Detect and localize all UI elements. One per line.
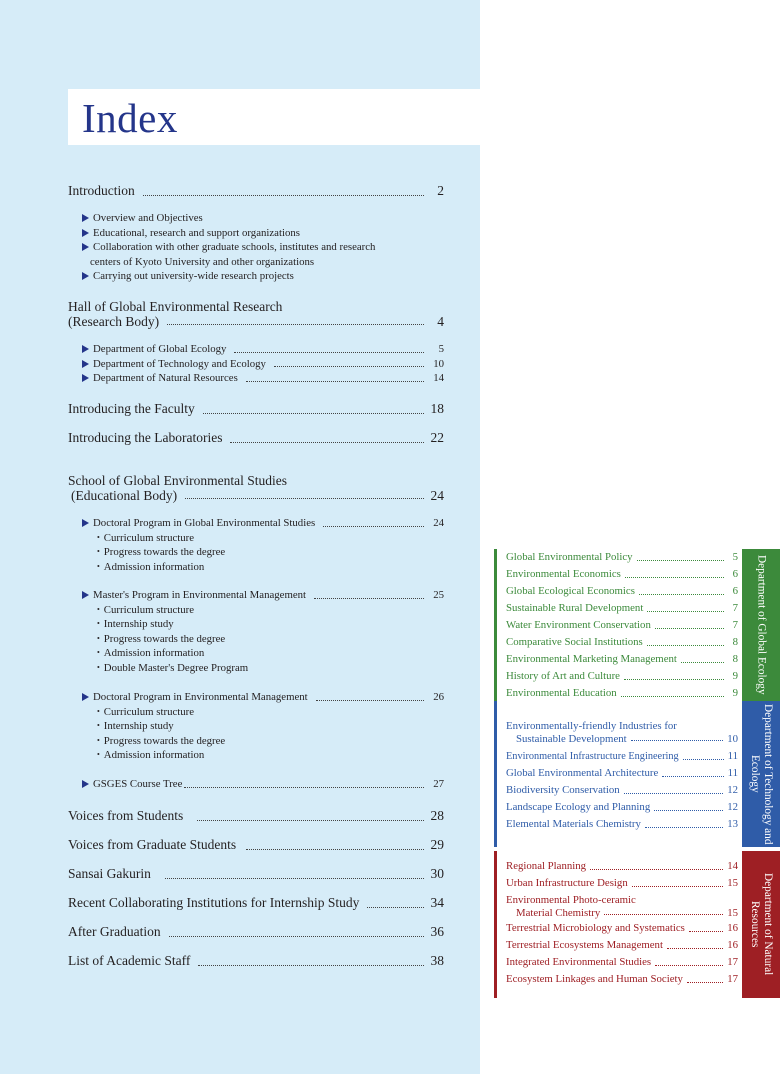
leader-dots	[687, 981, 723, 983]
arrow-icon	[82, 229, 89, 237]
toc-course-tree: GSGES Course Tree 27	[68, 777, 444, 792]
list-item: Water Environment Conservation 7	[506, 619, 738, 631]
sub-item: Department of Natural Resources 14	[68, 371, 444, 386]
toc-hall	[68, 299, 444, 329]
leader-dots	[169, 935, 424, 937]
sub-item: Department of Global Ecology 5	[68, 342, 444, 357]
leader-dots	[314, 597, 424, 599]
leader-dots	[604, 913, 723, 915]
arrow-icon	[82, 345, 89, 353]
arrow-icon	[82, 243, 89, 251]
leader-dots	[143, 194, 424, 196]
section-bar	[494, 549, 497, 701]
leader-dots	[316, 699, 424, 701]
arrow-icon	[82, 693, 89, 701]
leader-dots	[590, 868, 723, 870]
sub-item: Carrying out university-wide research projects	[68, 269, 444, 284]
section-bar	[494, 701, 497, 847]
leader-dots	[165, 877, 424, 879]
toc-voices-grad: Voices from Graduate Students 29	[68, 837, 444, 852]
dept-tab-natural-resources: Department of Natural Resources	[742, 851, 780, 998]
leader-dots	[246, 848, 424, 850]
dept-tab-global-ecology: Department of Global Ecology	[742, 549, 780, 701]
leader-dots	[639, 593, 724, 595]
toc-hall-subs	[68, 342, 444, 386]
arrow-icon	[82, 519, 89, 527]
leader-dots	[167, 323, 424, 325]
list-item: Global Ecological Economics 6	[506, 585, 738, 597]
list-item: Terrestrial Ecosystems Management 16	[506, 939, 738, 951]
leader-dots	[234, 351, 424, 353]
leader-dots	[185, 497, 424, 499]
leader-dots	[654, 809, 723, 811]
toc-masters-em: Master's Program in Environmental Management 25 ・Curriculum structure ・Internship study ・Progress towards the degree ・Admission information ・Double Master's Degree Program	[68, 588, 444, 675]
arrow-icon	[82, 272, 89, 280]
list-item: Environmental Marketing Management 8	[506, 653, 738, 665]
list-item: Regional Planning 14	[506, 860, 738, 872]
leader-dots	[647, 610, 724, 612]
list-item: Integrated Environmental Studies 17	[506, 956, 738, 968]
list-item: Urban Infrastructure Design 15	[506, 877, 738, 889]
leader-dots	[323, 525, 424, 527]
leader-dots	[681, 661, 724, 663]
leader-dots	[367, 906, 424, 908]
toc-recent: Recent Collaborating Institutions for Internship Study 34	[68, 895, 444, 910]
leader-dots	[621, 695, 724, 697]
leader-dots	[631, 739, 724, 741]
list-item: History of Art and Culture 9	[506, 670, 738, 682]
list-item: Environmentally-friendly Industries for Sustainable Development 10	[506, 720, 738, 745]
list-item: Terrestrial Microbiology and Systematics 16	[506, 922, 738, 934]
toc-after: After Graduation 36	[68, 924, 444, 939]
sub-item: Department of Technology and Ecology 10	[68, 357, 444, 372]
toc-row	[68, 314, 444, 329]
toc-laboratories: Introducing the Laboratories 22	[68, 430, 444, 445]
sub-item-continued: centers of Kyoto University and other organizations	[90, 255, 315, 268]
list-item: Environmental Photo-ceramic Material Chemistry 15	[506, 894, 738, 919]
leader-dots	[655, 964, 723, 966]
leader-dots	[624, 678, 724, 680]
section-bar	[494, 851, 497, 998]
leader-dots	[632, 885, 723, 887]
arrow-icon	[82, 214, 89, 222]
arrow-icon	[82, 591, 89, 599]
leader-dots	[624, 792, 724, 794]
arrow-icon	[82, 360, 89, 368]
leader-dots	[625, 576, 724, 578]
toc-doctoral-ges: Doctoral Program in Global Environmental Studies 24 ・Curriculum structure ・Progress towards the degree ・Admission information	[68, 516, 444, 574]
toc-introduction-subs	[68, 211, 444, 284]
sub-item: Collaboration with other graduate schools, institutes and research	[68, 240, 444, 255]
leader-dots	[647, 644, 724, 646]
dept-technology-ecology-list	[494, 701, 738, 847]
leader-dots	[645, 826, 723, 828]
toc-row	[68, 182, 444, 200]
list-item: Global Environmental Architecture 11	[506, 767, 738, 779]
dept-natural-resources-list	[494, 851, 738, 998]
list-item: Environmental Education 9	[506, 687, 738, 699]
sub-item: Educational, research and support organizations	[68, 226, 444, 241]
toc-faculty: Introducing the Faculty 18	[68, 401, 444, 416]
toc-introduction	[68, 182, 444, 200]
toc-label-line1: Hall of Global Environmental Research	[68, 299, 283, 314]
leader-dots	[689, 930, 723, 932]
leader-dots	[667, 947, 723, 949]
leader-dots	[198, 964, 424, 966]
dept-tab-technology-ecology: Department of Technology and Ecology	[742, 701, 780, 847]
arrow-icon	[82, 374, 89, 382]
toc-staff: List of Academic Staff 38	[68, 953, 444, 968]
list-item: Global Environmental Policy 5	[506, 551, 738, 563]
list-item: Elemental Materials Chemistry 13	[506, 818, 738, 830]
list-item: Biodiversity Conservation 12	[506, 784, 738, 796]
leader-dots	[683, 758, 724, 760]
leader-dots	[662, 775, 723, 777]
toc-school: School of Global Environmental Studies (Educational Body) 24	[68, 473, 444, 503]
leader-dots	[230, 441, 424, 443]
leader-dots	[203, 412, 424, 414]
toc-doctoral-em: Doctoral Program in Environmental Management 26 ・Curriculum structure ・Internship study ・Progress towards the degree ・Admission information	[68, 690, 444, 763]
list-item: Landscape Ecology and Planning 12	[506, 801, 738, 813]
toc-page: 2	[437, 183, 444, 198]
toc-label: Introduction	[68, 183, 135, 198]
toc-sansai: Sansai Gakurin 30	[68, 866, 444, 881]
list-item: Sustainable Rural Development 7	[506, 602, 738, 614]
toc-voices-students: Voices from Students 28	[68, 808, 444, 823]
list-item: Environmental Economics 6	[506, 568, 738, 580]
leader-dots	[184, 786, 424, 788]
dept-global-ecology-list	[494, 549, 738, 701]
toc-page: 4	[437, 314, 444, 329]
arrow-icon	[82, 780, 89, 788]
sub-item: Overview and Objectives	[68, 211, 444, 226]
leader-dots	[246, 380, 424, 382]
leader-dots	[274, 365, 424, 367]
leader-dots	[637, 559, 724, 561]
leader-dots	[655, 627, 724, 629]
toc-label: (Research Body)	[68, 314, 160, 329]
list-item: Environmental Infrastructure Engineering 11	[506, 750, 738, 762]
list-item: Comparative Social Institutions 8	[506, 636, 738, 648]
page-title: Index	[82, 95, 178, 141]
leader-dots	[197, 819, 424, 821]
list-item: Ecosystem Linkages and Human Society 17	[506, 973, 738, 985]
